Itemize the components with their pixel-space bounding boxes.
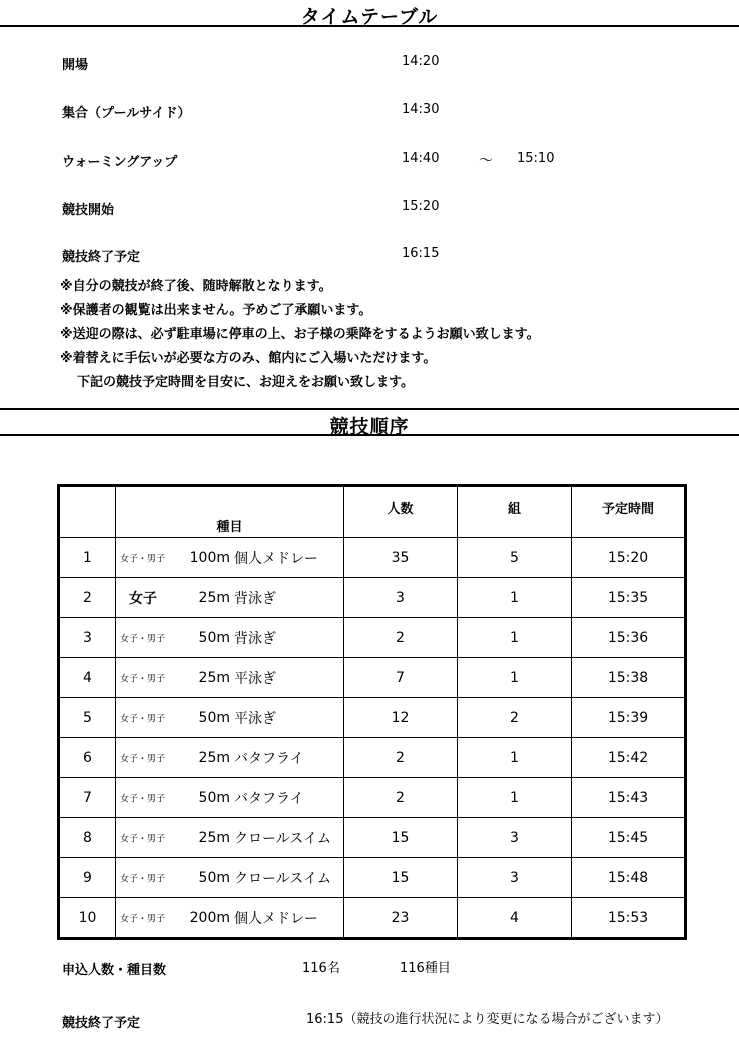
timetable-label-end: 競技終了予定: [62, 250, 141, 265]
event-stroke: バタフライ: [234, 790, 304, 807]
timetable-time-open: 14:20: [402, 54, 440, 69]
event-stroke: 背泳ぎ: [234, 590, 276, 607]
event-stroke: 平泳ぎ: [234, 710, 276, 727]
event-time: 15:20: [572, 538, 686, 578]
event-number: 2: [59, 578, 116, 618]
table-row: [59, 858, 686, 898]
header-time: 予定時間: [572, 486, 686, 538]
event-distance: 50m: [198, 789, 230, 806]
timetable-tilde: ～: [479, 153, 493, 169]
event-count: 12: [344, 698, 458, 738]
event-count: 15: [344, 818, 458, 858]
event-sex: 女子・男子: [120, 794, 166, 804]
event-stroke: 個人メドレー: [234, 910, 318, 927]
event-distance: 50m: [198, 869, 230, 886]
event-sex: 女子・男子: [120, 634, 166, 644]
event-cell: [116, 818, 344, 858]
timetable-time-end: 16:15: [402, 246, 440, 261]
event-count: 3: [344, 578, 458, 618]
header-no: [59, 486, 116, 538]
timetable-label-warmup: ウォーミングアップ: [62, 155, 178, 170]
timetable-label-gather: 集合（プールサイド）: [62, 106, 191, 121]
header-groups: 組: [458, 486, 572, 538]
note-line: ※保護者の観覧は出来ません。予めご了承願います。: [60, 303, 372, 318]
section-rule-bottom: [0, 434, 739, 436]
event-count: 2: [344, 618, 458, 658]
event-cell: [116, 898, 344, 939]
order-title: 競技順序: [329, 416, 410, 438]
event-number: 10: [59, 898, 116, 939]
table-row: [59, 618, 686, 658]
event-time: 15:45: [572, 818, 686, 858]
entries-label: 申込人数・種目数: [62, 963, 167, 978]
event-cell: [116, 578, 344, 618]
event-sex: 女子・男子: [120, 674, 166, 684]
event-count: 7: [344, 658, 458, 698]
event-number: 6: [59, 738, 116, 778]
event-groups: 1: [458, 738, 572, 778]
event-time: 15:48: [572, 858, 686, 898]
event-groups: 1: [458, 658, 572, 698]
table-header-row: [59, 486, 686, 538]
event-time: 15:43: [572, 778, 686, 818]
event-groups: 2: [458, 698, 572, 738]
event-count: 35: [344, 538, 458, 578]
table-row: [59, 698, 686, 738]
event-distance: 25m: [198, 669, 230, 686]
end-value: 16:15（競技の進行状況により変更になる場合がございます）: [306, 1012, 669, 1027]
event-cell: [116, 778, 344, 818]
event-distance: 25m: [198, 749, 230, 766]
event-time: 15:42: [572, 738, 686, 778]
event-stroke: 平泳ぎ: [234, 670, 276, 687]
timetable-title: タイムテーブル: [300, 6, 439, 28]
event-time: 15:36: [572, 618, 686, 658]
event-number: 8: [59, 818, 116, 858]
event-number: 5: [59, 698, 116, 738]
table-row: [59, 818, 686, 858]
event-cell: [116, 658, 344, 698]
event-cell: [116, 618, 344, 658]
event-sex: 女子・男子: [120, 714, 166, 724]
event-time: 15:35: [572, 578, 686, 618]
event-number: 7: [59, 778, 116, 818]
order-table: [57, 484, 687, 940]
event-time: 15:53: [572, 898, 686, 939]
event-stroke: クロールスイム: [234, 870, 332, 887]
note-line: ※自分の競技が終了後、随時解散となります。: [60, 279, 332, 294]
table-row: [59, 738, 686, 778]
event-number: 9: [59, 858, 116, 898]
note-line: 下記の競技予定時間を目安に、お迎えをお願い致します。: [77, 375, 414, 390]
note-line: ※送迎の際は、必ず駐車場に停車の上、お子様の乗降をするようお願い致します。: [60, 327, 540, 342]
event-stroke: クロールスイム: [234, 830, 332, 847]
header-count: 人数: [344, 486, 458, 538]
event-distance: 25m: [198, 829, 230, 846]
header-event: 種目: [116, 486, 344, 538]
event-sex: 女子: [129, 590, 157, 607]
event-groups: 3: [458, 818, 572, 858]
event-count: 15: [344, 858, 458, 898]
section-rule-top: [0, 408, 739, 410]
event-distance: 25m: [198, 589, 230, 606]
timetable-label-open: 開場: [62, 58, 89, 73]
table-row: [59, 898, 686, 939]
timetable-time-start: 15:20: [402, 199, 440, 214]
event-groups: 1: [458, 578, 572, 618]
event-time: 15:38: [572, 658, 686, 698]
event-groups: 4: [458, 898, 572, 939]
event-distance: 100m: [189, 549, 230, 566]
event-distance: 50m: [198, 629, 230, 646]
event-cell: [116, 538, 344, 578]
event-distance: 200m: [189, 909, 230, 926]
event-sex: 女子・男子: [120, 754, 166, 764]
note-line: ※着替えに手伝いが必要な方のみ、館内にご入場いただけます。: [60, 351, 437, 366]
event-count: 2: [344, 778, 458, 818]
event-sex: 女子・男子: [120, 914, 166, 924]
event-count: 23: [344, 898, 458, 939]
event-cell: [116, 858, 344, 898]
event-sex: 女子・男子: [120, 874, 166, 884]
event-number: 4: [59, 658, 116, 698]
timetable-time-warmup: 14:40: [402, 151, 440, 166]
event-distance: 50m: [198, 709, 230, 726]
end-label: 競技終了予定: [62, 1016, 141, 1031]
event-cell: [116, 738, 344, 778]
entries-people: 116名: [302, 961, 340, 976]
event-number: 1: [59, 538, 116, 578]
event-number: 3: [59, 618, 116, 658]
event-groups: 3: [458, 858, 572, 898]
table-row: [59, 778, 686, 818]
entries-events: 116種目: [400, 961, 451, 976]
event-stroke: 背泳ぎ: [234, 630, 276, 647]
event-stroke: 個人メドレー: [234, 550, 318, 567]
title-underline: [0, 25, 739, 27]
table-row: [59, 658, 686, 698]
timetable-label-start: 競技開始: [62, 203, 115, 218]
event-time: 15:39: [572, 698, 686, 738]
event-cell: [116, 698, 344, 738]
event-sex: 女子・男子: [120, 554, 166, 564]
table-row: [59, 538, 686, 578]
event-groups: 1: [458, 618, 572, 658]
event-count: 2: [344, 738, 458, 778]
table-row: [59, 578, 686, 618]
timetable-time-gather: 14:30: [402, 102, 440, 117]
event-groups: 1: [458, 778, 572, 818]
event-groups: 5: [458, 538, 572, 578]
timetable-time-warmup-end: 15:10: [517, 151, 555, 166]
event-sex: 女子・男子: [120, 834, 166, 844]
event-stroke: バタフライ: [234, 750, 304, 767]
